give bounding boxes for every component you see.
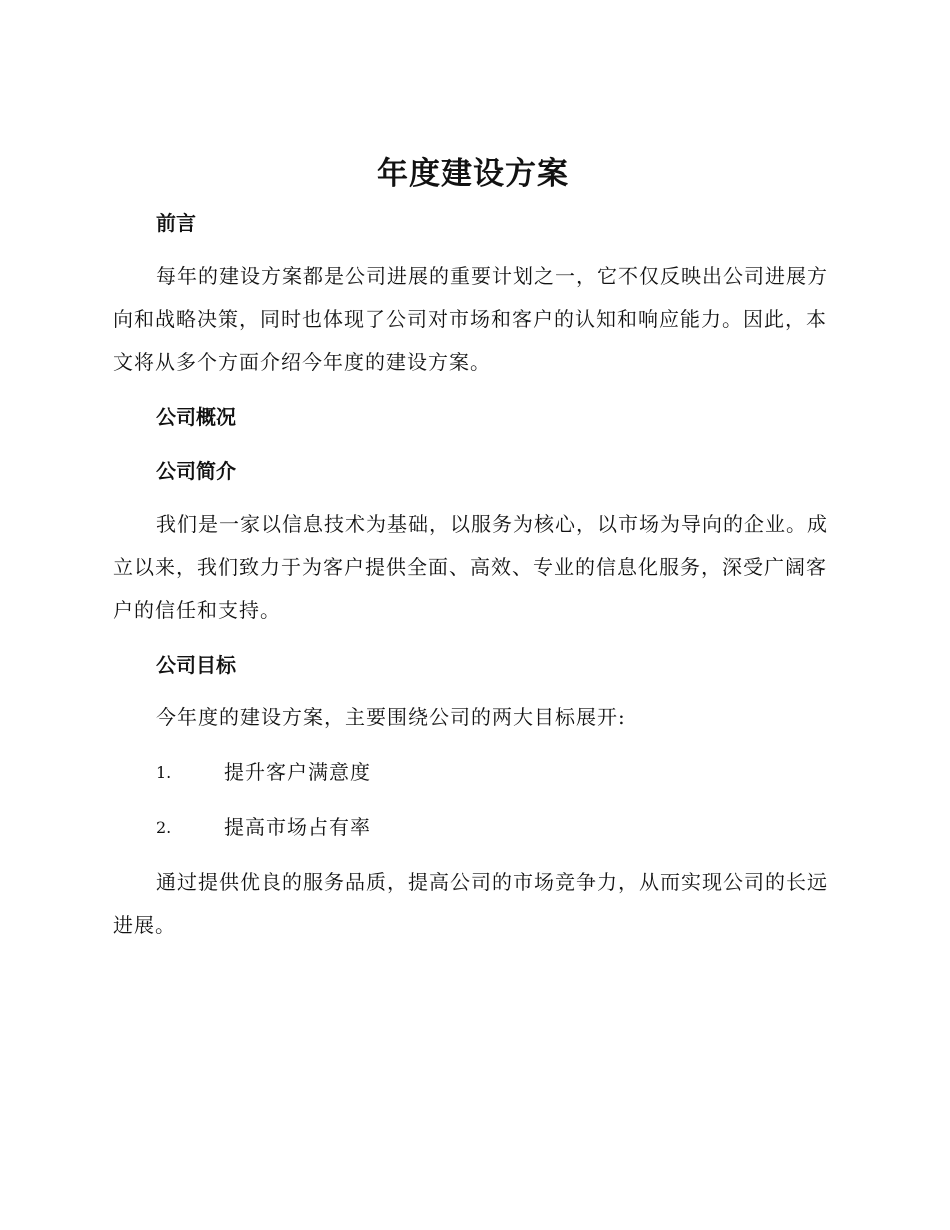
list-item (156, 751, 833, 794)
paragraph-preface: 每年的建设方案都是公司进展的重要计划之一，它不仅反映出公司进展方向和战略决策，同时也体现了公司对市场和客户的认知和响应能力。因此，本文将从多个方面介绍今年度的建设方案。 (113, 264, 828, 374)
list-item-number: 1. (156, 763, 172, 782)
section-heading-overview: 公司概况 (156, 405, 236, 429)
list-item-number: 2. (156, 818, 172, 837)
section-heading-goals: 公司目标 (156, 653, 236, 677)
goals-list (113, 751, 833, 849)
section-heading-intro: 公司简介 (156, 459, 236, 483)
section-heading-preface: 前言 (156, 211, 196, 235)
paragraph-goals-lead: 今年度的建设方案，主要围绕公司的两大目标展开: (156, 705, 626, 729)
list-item-text: 提升客户满意度 (224, 760, 371, 784)
list-item-text: 提高市场占有率 (224, 815, 371, 839)
paragraph-goals-conclusion: 通过提供优良的服务品质，提高公司的市场竞争力，从而实现公司的长远进展。 (113, 870, 828, 937)
document-body (113, 148, 833, 947)
paragraph-intro: 我们是一家以信息技术为基础，以服务为核心，以市场为导向的企业。成立以来，我们致力于为客户提供全面、高效、专业的信息化服务，深受广阔客户的信任和支持。 (113, 512, 828, 622)
list-item (156, 806, 833, 849)
document-title: 年度建设方案 (377, 156, 569, 192)
